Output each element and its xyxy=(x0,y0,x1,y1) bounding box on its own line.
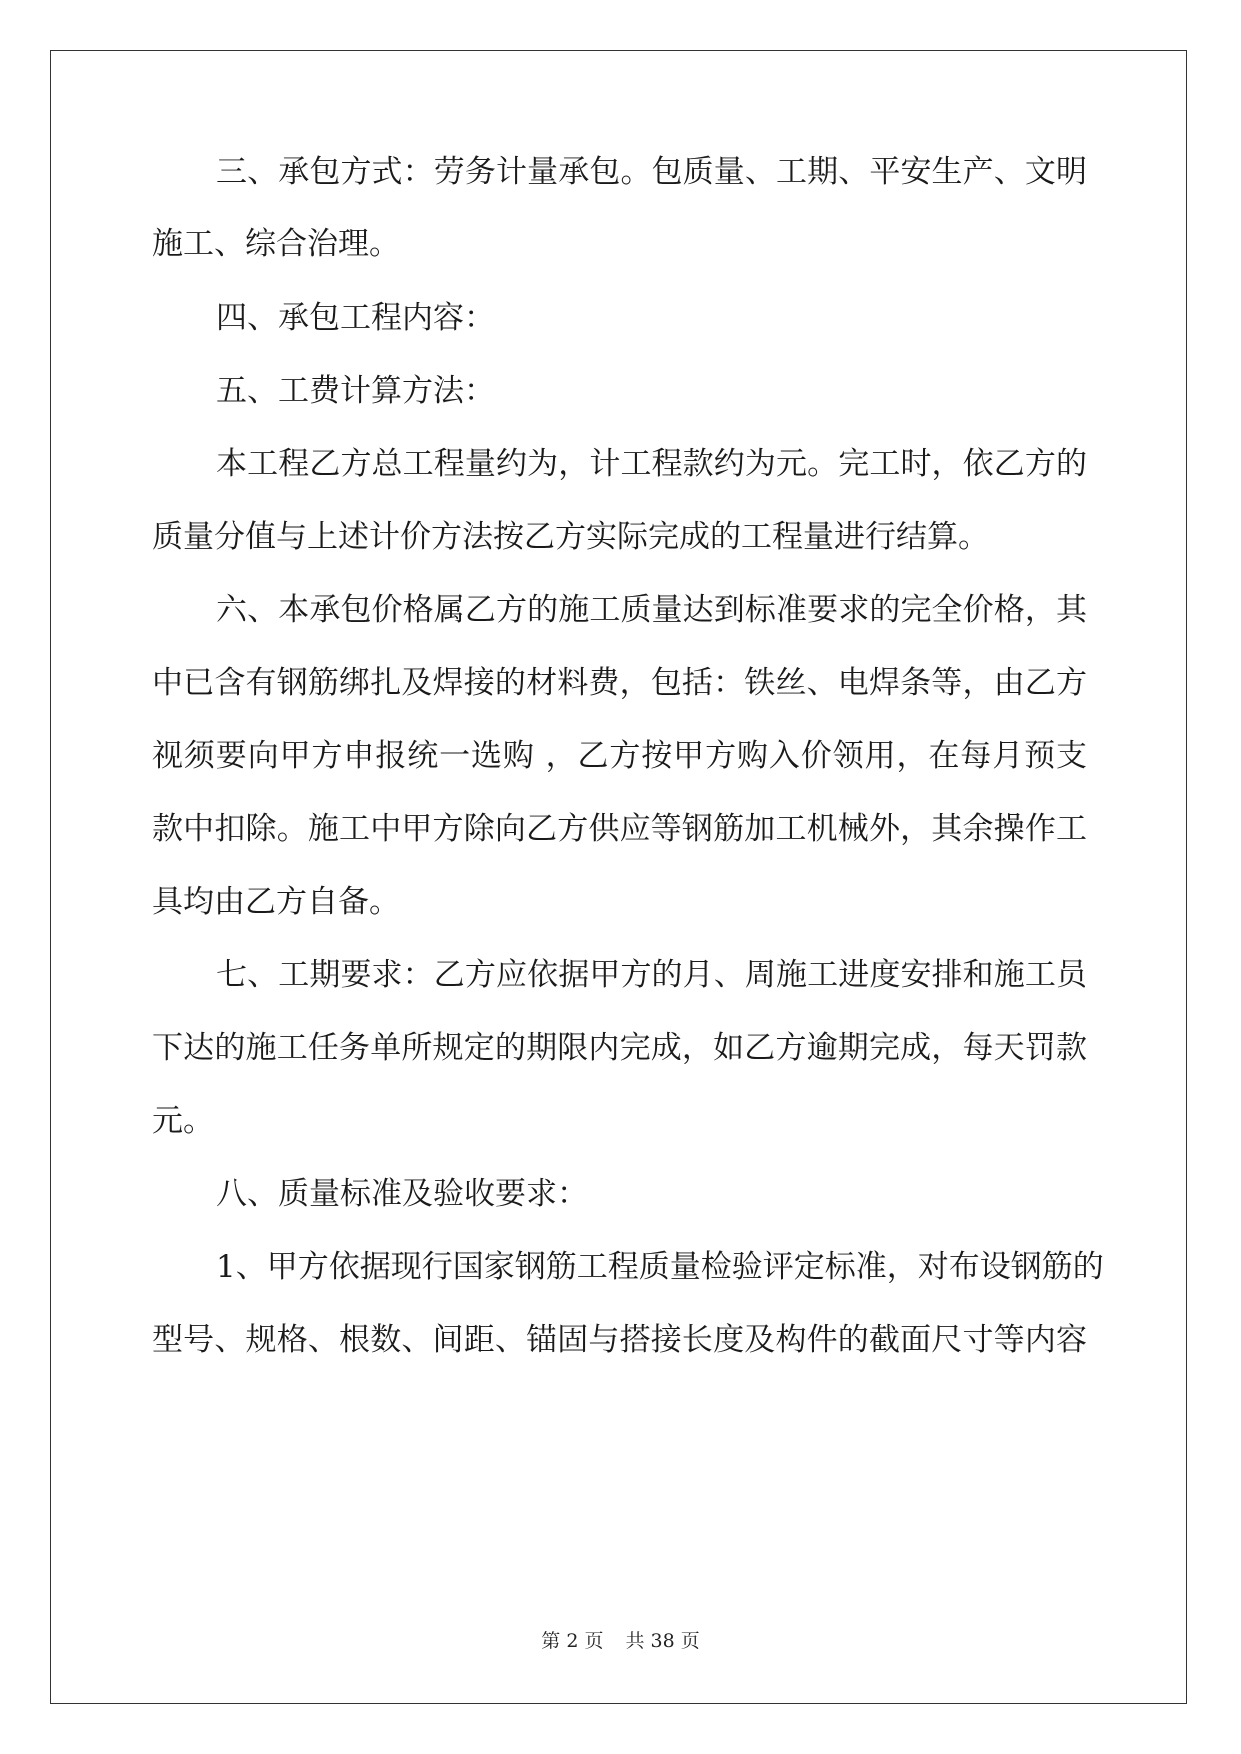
text-line: 元。 xyxy=(152,1103,214,1139)
text-line: 1、甲方依据现行国家钢筋工程质量检验评定标准，对布设钢筋的 xyxy=(216,1249,1104,1285)
text-line: 具均由乙方自备。 xyxy=(152,884,400,920)
text-line: 本工程乙方总工程量约为，计工程款约为元。完工时，依乙方的 xyxy=(216,446,1087,482)
text-line: 型号、规格、根数、间距、锚固与搭接长度及构件的截面尺寸等内容 xyxy=(152,1322,1087,1358)
text-line: 五、工费计算方法： xyxy=(216,373,495,409)
text-line: 八、质量标准及验收要求： xyxy=(216,1176,588,1212)
text-line: 施工、综合治理。 xyxy=(152,226,400,262)
text-line: 四、承包工程内容： xyxy=(216,300,495,336)
text-line: 七、工期要求：乙方应依据甲方的月、周施工进度安排和施工员 xyxy=(216,957,1087,993)
text-line: 六、本承包价格属乙方的施工质量达到标准要求的完全价格，其 xyxy=(216,592,1087,628)
text-line: 质量分值与上述计价方法按乙方实际完成的工程量进行结算。 xyxy=(152,519,989,555)
text-line: 下达的施工任务单所规定的期限内完成，如乙方逾期完成，每天罚款 xyxy=(152,1030,1087,1066)
page-number: 第 2 页 xyxy=(541,1630,604,1652)
text-line: 三、承包方式：劳务计量承包。包质量、工期、平安生产、文明 xyxy=(216,154,1087,190)
page-total: 共 38 页 xyxy=(625,1630,700,1652)
text-line: 款中扣除。施工中甲方除向乙方供应等钢筋加工机械外，其余操作工 xyxy=(152,811,1087,847)
text-line: 中已含有钢筋绑扎及焊接的材料费，包括：铁丝、电焊条等，由乙方 xyxy=(152,665,1087,701)
page-footer xyxy=(0,1626,1241,1653)
text-line: 视须要向甲方申报统一选购 ，乙方按甲方购入价领用，在每月预支 xyxy=(152,738,1087,774)
